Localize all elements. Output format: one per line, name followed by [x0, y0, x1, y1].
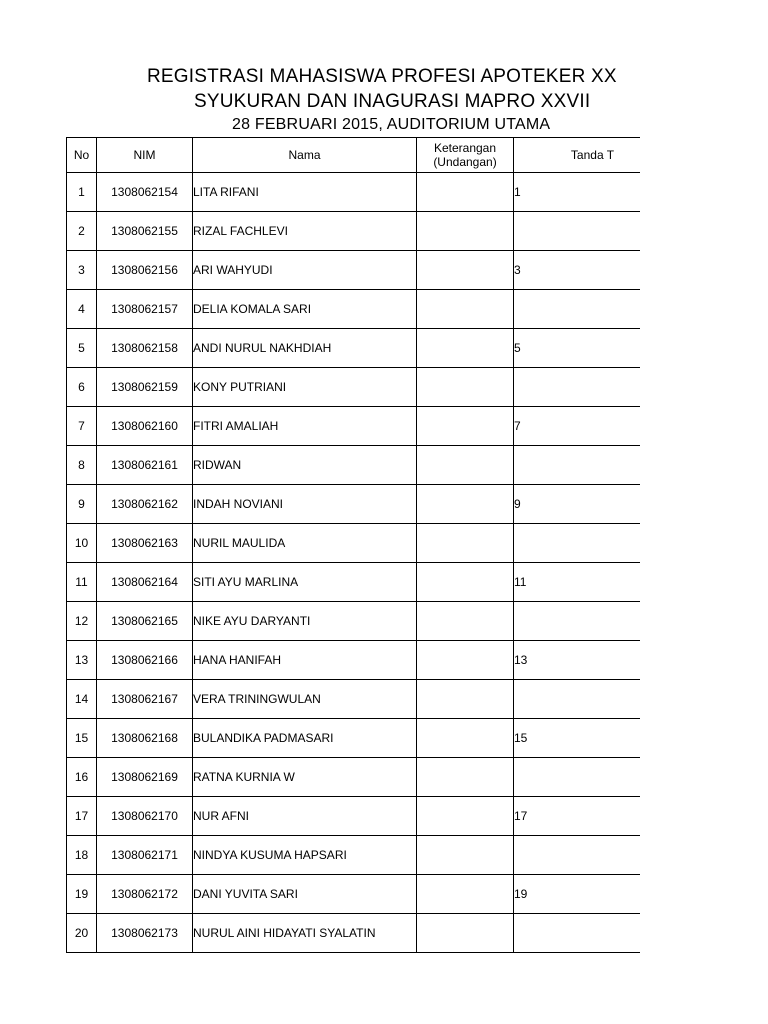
- cell-no: 7: [67, 407, 97, 446]
- cell-tanda-tangan: [514, 524, 641, 563]
- cell-keterangan: [417, 368, 514, 407]
- cell-tanda-tangan: 15: [514, 719, 641, 758]
- cell-tanda-tangan: [514, 212, 641, 251]
- cell-nim: 1308062154: [97, 173, 193, 212]
- cell-nim: 1308062172: [97, 875, 193, 914]
- cell-tanda-tangan: [514, 446, 641, 485]
- table-row: [67, 212, 641, 251]
- cell-keterangan: [417, 329, 514, 368]
- cell-no: 17: [67, 797, 97, 836]
- table-row: [67, 797, 641, 836]
- cell-keterangan: [417, 212, 514, 251]
- cell-nama: BULANDIKA PADMASARI: [193, 719, 417, 758]
- table-row: [67, 485, 641, 524]
- cell-tanda-tangan: [514, 680, 641, 719]
- column-header-nim: NIM: [97, 138, 193, 173]
- cell-no: 20: [67, 914, 97, 953]
- cell-tanda-tangan: 11: [514, 563, 641, 602]
- table-row: [67, 914, 641, 953]
- cell-nim: 1308062165: [97, 602, 193, 641]
- cell-no: 8: [67, 446, 97, 485]
- cell-keterangan: [417, 290, 514, 329]
- table-row: [67, 719, 641, 758]
- cell-nim: 1308062158: [97, 329, 193, 368]
- cell-keterangan: [417, 758, 514, 797]
- cell-nim: 1308062163: [97, 524, 193, 563]
- cell-nama: NINDYA KUSUMA HAPSARI: [193, 836, 417, 875]
- cell-keterangan: [417, 446, 514, 485]
- cell-nama: FITRI AMALIAH: [193, 407, 417, 446]
- cell-keterangan: [417, 875, 514, 914]
- cell-nama: SITI AYU MARLINA: [193, 563, 417, 602]
- cell-nim: 1308062173: [97, 914, 193, 953]
- cell-no: 5: [67, 329, 97, 368]
- cell-keterangan: [417, 641, 514, 680]
- cell-no: 18: [67, 836, 97, 875]
- table-row: [67, 407, 641, 446]
- document-subtitle: SYUKURAN DAN INAGURASI MAPRO XXVII: [194, 91, 591, 112]
- cell-keterangan: [417, 173, 514, 212]
- cell-tanda-tangan: [514, 290, 641, 329]
- table-row: [67, 680, 641, 719]
- cell-nama: RIDWAN: [193, 446, 417, 485]
- table-row: [67, 290, 641, 329]
- cell-nim: 1308062160: [97, 407, 193, 446]
- cell-nim: 1308062162: [97, 485, 193, 524]
- cell-tanda-tangan: 5: [514, 329, 641, 368]
- cell-tanda-tangan: 19: [514, 875, 641, 914]
- cell-nama: RATNA KURNIA W: [193, 758, 417, 797]
- cell-nama: NUR AFNI: [193, 797, 417, 836]
- table-row: [67, 563, 641, 602]
- cell-no: 11: [67, 563, 97, 602]
- cell-keterangan: [417, 680, 514, 719]
- table-row: [67, 329, 641, 368]
- cell-nama: DELIA KOMALA SARI: [193, 290, 417, 329]
- cell-keterangan: [417, 563, 514, 602]
- cell-no: 6: [67, 368, 97, 407]
- cell-keterangan: [417, 602, 514, 641]
- cell-tanda-tangan: [514, 836, 641, 875]
- event-date-location: 28 FEBRUARI 2015, AUDITORIUM UTAMA: [232, 116, 551, 133]
- cell-keterangan: [417, 407, 514, 446]
- cell-nama: NURUL AINI HIDAYATI SYALATIN: [193, 914, 417, 953]
- cell-nama: ANDI NURUL NAKHDIAH: [193, 329, 417, 368]
- cell-tanda-tangan: [514, 914, 641, 953]
- cell-keterangan: [417, 914, 514, 953]
- cell-nama: NIKE AYU DARYANTI: [193, 602, 417, 641]
- cell-nim: 1308062155: [97, 212, 193, 251]
- cell-nim: 1308062164: [97, 563, 193, 602]
- cell-nama: LITA RIFANI: [193, 173, 417, 212]
- column-header-keterangan: [417, 138, 514, 173]
- cell-tanda-tangan: [514, 602, 641, 641]
- table-row: [67, 875, 641, 914]
- cell-nim: 1308062170: [97, 797, 193, 836]
- cell-nama: NURIL MAULIDA: [193, 524, 417, 563]
- table-header-row: [67, 138, 641, 173]
- cell-nim: 1308062156: [97, 251, 193, 290]
- cell-no: 14: [67, 680, 97, 719]
- cell-tanda-tangan: 7: [514, 407, 641, 446]
- cell-tanda-tangan: [514, 758, 641, 797]
- cell-no: 3: [67, 251, 97, 290]
- cell-nim: 1308062166: [97, 641, 193, 680]
- table-row: [67, 602, 641, 641]
- cell-nim: 1308062167: [97, 680, 193, 719]
- cell-nama: ARI WAHYUDI: [193, 251, 417, 290]
- cell-no: 4: [67, 290, 97, 329]
- cell-keterangan: [417, 797, 514, 836]
- cell-tanda-tangan: 1: [514, 173, 641, 212]
- cell-keterangan: [417, 251, 514, 290]
- cell-tanda-tangan: [514, 368, 641, 407]
- column-header-no: No: [67, 138, 97, 173]
- cell-tanda-tangan: 13: [514, 641, 641, 680]
- column-header-nama: Nama: [193, 138, 417, 173]
- cell-nama: KONY PUTRIANI: [193, 368, 417, 407]
- cell-no: 9: [67, 485, 97, 524]
- column-header-keterangan-line2: (Undangan): [433, 155, 497, 169]
- table-row: [67, 758, 641, 797]
- cell-tanda-tangan: 17: [514, 797, 641, 836]
- cell-nama: RIZAL FACHLEVI: [193, 212, 417, 251]
- cell-no: 10: [67, 524, 97, 563]
- cell-nim: 1308062171: [97, 836, 193, 875]
- cell-keterangan: [417, 485, 514, 524]
- cell-tanda-tangan: 9: [514, 485, 641, 524]
- cell-nama: DANI YUVITA SARI: [193, 875, 417, 914]
- table-row: [67, 446, 641, 485]
- cell-keterangan: [417, 524, 514, 563]
- cell-nim: 1308062168: [97, 719, 193, 758]
- table-row: [67, 251, 641, 290]
- table-body: [67, 173, 641, 953]
- cell-no: 15: [67, 719, 97, 758]
- cell-nim: 1308062157: [97, 290, 193, 329]
- cell-tanda-tangan: 3: [514, 251, 641, 290]
- cell-no: 19: [67, 875, 97, 914]
- cell-nama: HANA HANIFAH: [193, 641, 417, 680]
- cell-nim: 1308062159: [97, 368, 193, 407]
- table-row: [67, 641, 641, 680]
- cell-nama: INDAH NOVIANI: [193, 485, 417, 524]
- column-header-keterangan-line1: Keterangan: [433, 141, 497, 155]
- table-row: [67, 173, 641, 212]
- column-header-tanda-tangan: Tanda T: [514, 138, 641, 173]
- cell-nim: 1308062161: [97, 446, 193, 485]
- cell-nama: VERA TRININGWULAN: [193, 680, 417, 719]
- cell-keterangan: [417, 836, 514, 875]
- document-title: REGISTRASI MAHASISWA PROFESI APOTEKER XX: [147, 66, 617, 87]
- table-row: [67, 524, 641, 563]
- table-row: [67, 836, 641, 875]
- cell-nim: 1308062169: [97, 758, 193, 797]
- cell-no: 2: [67, 212, 97, 251]
- cell-no: 13: [67, 641, 97, 680]
- cell-keterangan: [417, 719, 514, 758]
- cell-no: 16: [67, 758, 97, 797]
- cell-no: 12: [67, 602, 97, 641]
- registration-table: [66, 137, 640, 953]
- table-row: [67, 368, 641, 407]
- cell-no: 1: [67, 173, 97, 212]
